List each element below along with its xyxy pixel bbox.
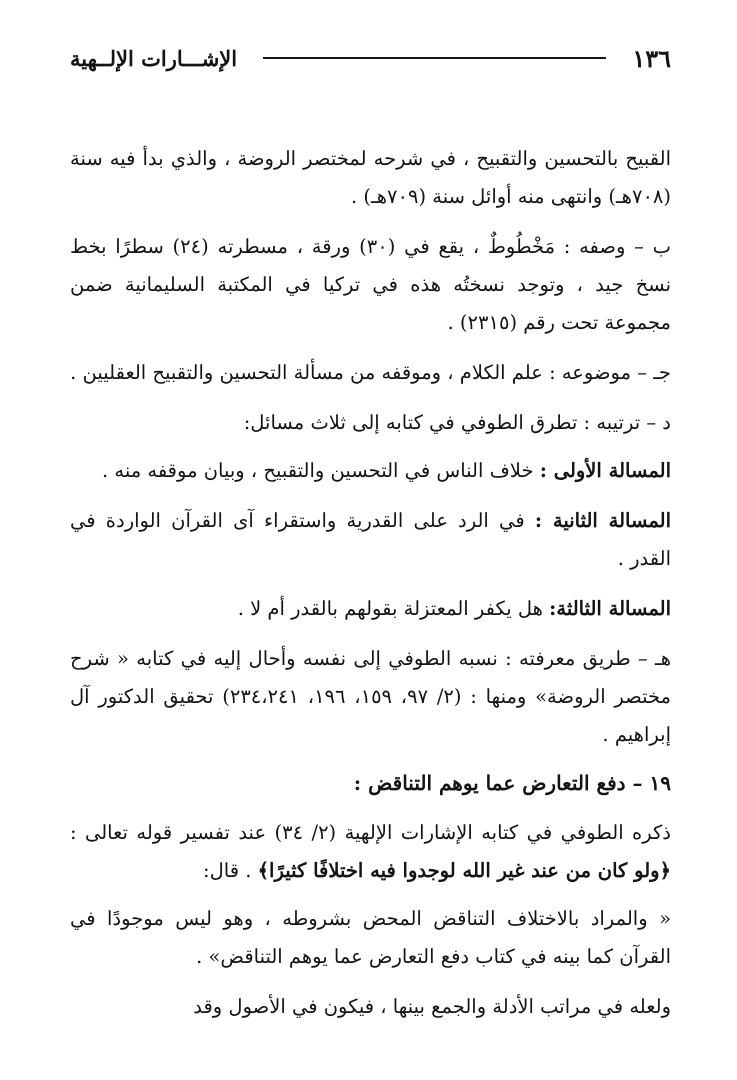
page-body xyxy=(70,140,671,1026)
issue-1-text: خلاف الناس في التحسين والتقبيح ، وبيان موقفه منه . xyxy=(101,459,540,482)
paragraph-last: ولعله في مراتب الأدلة والجمع بينها ، فيكون في الأصول وقد xyxy=(193,995,671,1018)
paragraph-mention xyxy=(70,814,671,890)
paragraph-description: ب – وصفه : مَخْطُوطٌ ، يقع في (٣٠) ورقة ، مسطرته (٢٤) سطرًا بخط نسخ جيد ، وتوجد نسختُه هذه في تركيا في المكتبة السليمانية ضمن مجموعة تحت رقم (٢٣١٥) . xyxy=(70,235,672,334)
paragraph-quote: « والمراد بالاختلاف التناقض المحض بشروطه ، وهو ليس موجودًا في القرآن كما بينه في كتاب دفع التعارض عما يوهم التناقض» . xyxy=(70,907,671,968)
issue-2-text: في الرد على القدرية واستقراء آى القرآن الواردة في القدر . xyxy=(70,509,671,570)
issue-1-label: المسالة الأولى : xyxy=(539,459,671,482)
paragraph-source: هـ – طريق معرفته : نسبه الطوفي إلى نفسه وأحال إليه في كتابه « شرح مختصر الروضة» ومنها : (٢/ ٩٧، ١٥٩، ١٩٦، ٢٣٤،٢٤١) تحقيق الدكتور آل إبراهيم . xyxy=(70,647,671,746)
quran-verse: ﴿ولو كان من عند غير الله لوجدوا فيه اختلافًا كثيرًا﴾ xyxy=(257,859,671,882)
issue-1 xyxy=(70,452,671,490)
page-number: ١٣٦ xyxy=(632,43,671,73)
mention-end: . قال: xyxy=(203,859,258,882)
section-heading-19: ١٩ – دفع التعارض عما يوهم التناقض : xyxy=(353,771,671,795)
issue-3-text: هل يكفر المعتزلة بقولهم بالقدر أم لا . xyxy=(237,597,550,620)
issue-3 xyxy=(70,590,671,628)
paragraph-1: القبيح بالتحسين والتقبيح ، في شرحه لمختصر الروضة ، والذي بدأ فيه سنة (٧٠٨هـ) وانتهى منه أوائل سنة (٧٠٩هـ) . xyxy=(70,147,671,208)
header-rule xyxy=(263,57,606,59)
issue-2 xyxy=(70,502,671,578)
paragraph-subject: جـ – موضوعه : علم الكلام ، وموقفه من مسألة التحسين والتقبيح العقليين . xyxy=(70,361,671,384)
paragraph-arrangement: د – ترتيبه : تطرق الطوفي في كتابه إلى ثلاث مسائل: xyxy=(243,411,671,434)
issue-3-label: المسالة الثالثة: xyxy=(549,597,671,620)
page-header xyxy=(70,38,671,78)
issue-2-label: المسالة الثانية : xyxy=(534,509,671,532)
mention-text: ذكره الطوفي في كتابه الإشارات الإلهية (٢/ ٣٤) عند تفسير قوله تعالى : xyxy=(70,821,671,844)
running-title: الإشـــارات الإلــهية xyxy=(70,45,238,71)
